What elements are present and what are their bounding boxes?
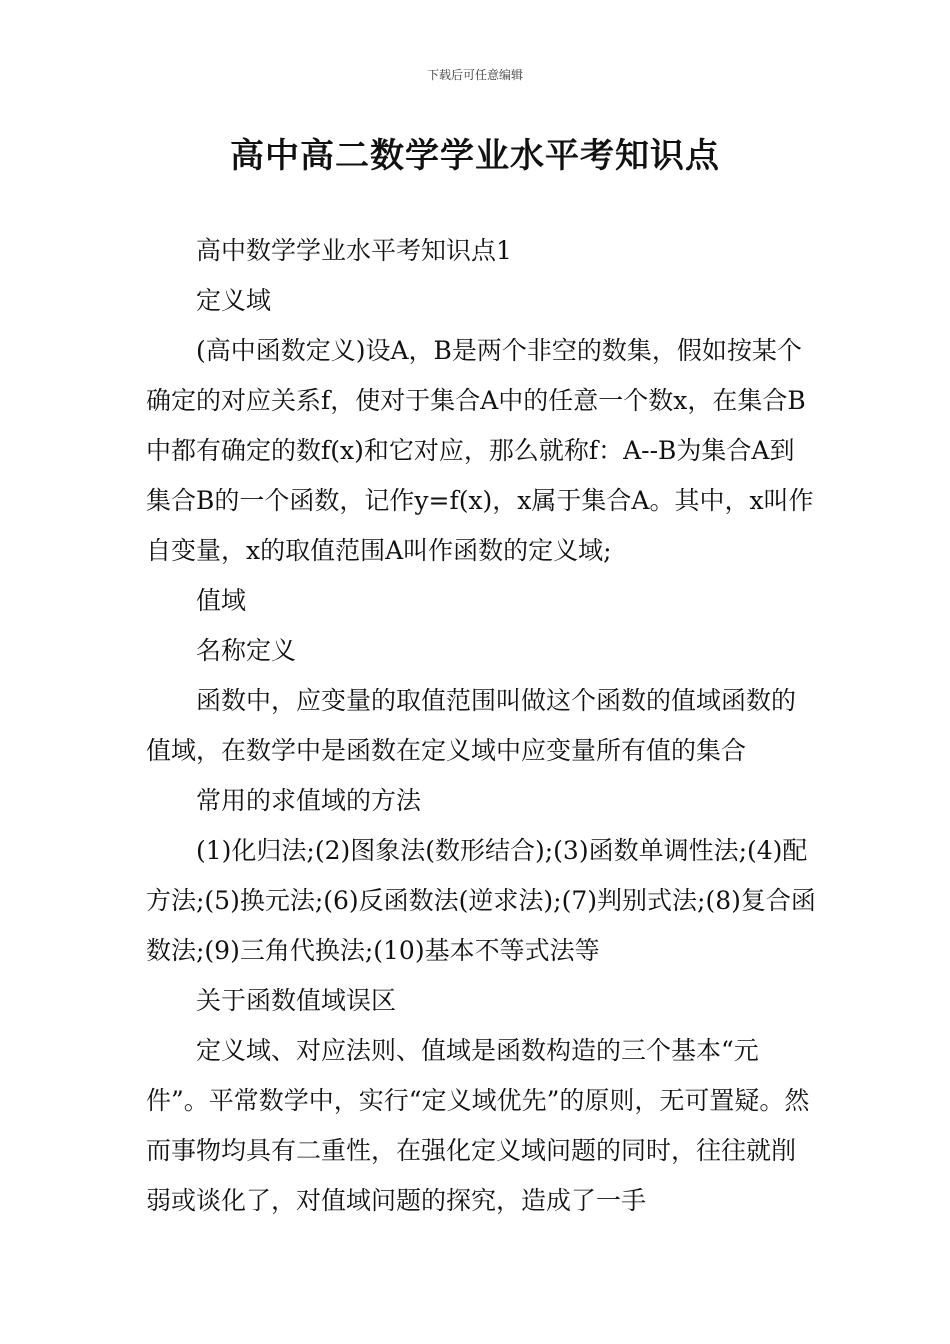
section-heading: 高中数学学业水平考知识点1	[196, 236, 512, 265]
header-note: 下载后可任意编辑	[426, 68, 523, 82]
subheading-name-definition: 名称定义	[196, 636, 297, 665]
subheading-range-methods: 常用的求值域的方法	[196, 786, 422, 815]
paragraph-methods-list: (1)化归法;(2)图象法(数形结合);(3)函数单调性法;(4)配方法;(5)换元法;(6)反函数法(逆求法);(7)判别式法;(8)复合函数法;(9)三角代换法;(10)基本不等式法等	[146, 836, 816, 965]
paragraph-pitfalls: 定义域、对应法则、值域是函数构造的三个基本“元件”。平常数学中，实行“定义域优先”的原则，无可置疑。然而事物均具有二重性，在强化定义域问题的同时，往往就削弱或谈化了，对值域问题的探究，造成了一手	[146, 1036, 810, 1215]
paragraph-function-definition: (高中函数定义)设A，B是两个非空的数集，假如按某个确定的对应关系f，使对于集合A中的任意一个数x，在集合B中都有确定的数f(x)和它对应，那么就称f：A--B为集合A到集合B的一个函数，记作y=f(x)，x属于集合A。其中，x叫作自变量，x的取值范围A叫作函数的定义域;	[146, 336, 814, 565]
subheading-range-pitfalls: 关于函数值域误区	[196, 986, 397, 1015]
subheading-range: 值域	[196, 586, 247, 615]
document-title: 高中高二数学学业水平考知识点	[230, 136, 720, 176]
document-body	[146, 226, 816, 1226]
paragraph-range-definition: 函数中，应变量的取值范围叫做这个函数的值域函数的值域，在数学中是函数在定义域中应变量所有值的集合	[146, 686, 797, 765]
subheading-domain: 定义域	[196, 286, 272, 315]
